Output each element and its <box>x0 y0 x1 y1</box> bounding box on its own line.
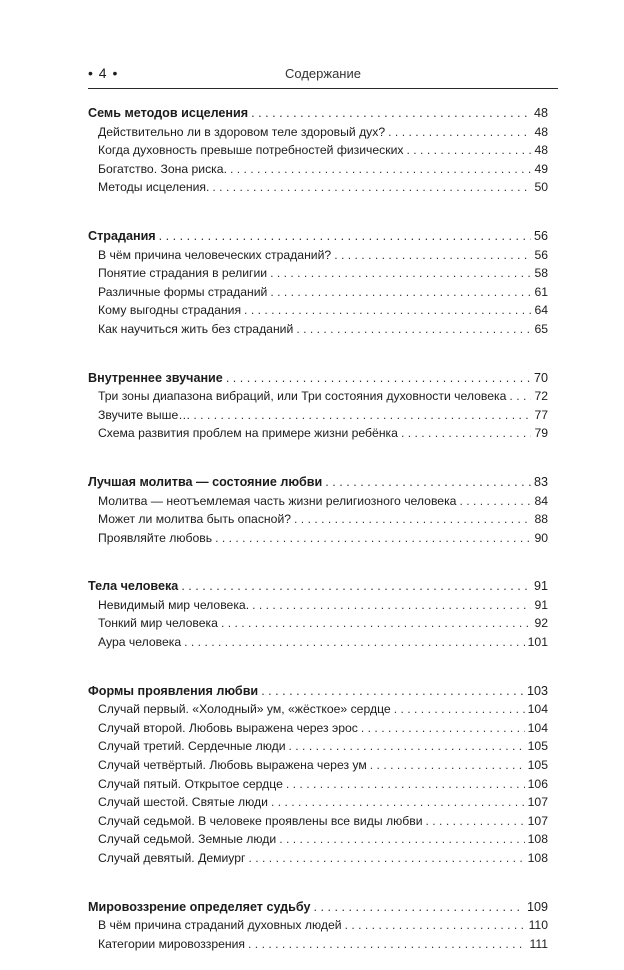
toc-section <box>88 682 548 868</box>
dot-leader <box>215 529 531 548</box>
dot-leader <box>401 424 532 443</box>
entry-title: Невидимый мир человека. <box>98 597 250 612</box>
page-ref: 48 <box>534 124 548 139</box>
page-ref: 49 <box>534 161 548 176</box>
entry-title: Как научиться жить без страданий <box>98 321 294 336</box>
page-ref: 65 <box>534 321 548 336</box>
entry-title: Случай шестой. Святые люди <box>98 795 268 810</box>
dot-leader <box>314 898 524 917</box>
section-title: Лучшая молитва — состояние любви <box>88 474 323 489</box>
dot-leader <box>296 320 531 339</box>
entry-title: Три зоны диапазона вибраций, или Три состояния духовности человека <box>98 389 507 404</box>
entry-title: Звучите выше… <box>98 407 191 422</box>
page-ref: 108 <box>527 832 548 847</box>
toc-subentry <box>88 700 548 719</box>
dot-leader <box>212 178 531 197</box>
table-of-contents <box>88 104 548 953</box>
dot-leader <box>221 614 532 633</box>
dot-leader <box>248 935 526 954</box>
toc-section <box>88 227 548 339</box>
dot-leader <box>248 849 524 868</box>
toc-subentry <box>88 246 548 265</box>
entry-title: Кому выгодны страдания <box>98 303 242 318</box>
dot-leader <box>279 830 524 849</box>
entry-title: Молитва — неотъемлемая часть жизни религиозного человека <box>98 493 457 508</box>
entry-title: Случай седьмой. В человеке проявлены все виды любви <box>98 813 423 828</box>
toc-subentry <box>88 812 548 831</box>
page-ref: 61 <box>534 284 548 299</box>
entry-title: Различные формы страданий <box>98 284 268 299</box>
page-ref: 92 <box>534 616 548 631</box>
dot-leader <box>159 227 531 246</box>
section-title: Мировоззрение определяет судьбу <box>88 899 311 914</box>
entry-title: Случай третий. Сердечные люди <box>98 739 286 754</box>
dot-leader <box>286 775 525 794</box>
toc-subentry <box>88 529 548 548</box>
dot-leader <box>226 369 531 388</box>
page-ref: 111 <box>529 936 548 951</box>
dot-leader <box>270 264 531 283</box>
toc-subentry <box>88 387 548 406</box>
toc-subentry <box>88 178 548 197</box>
entry-title: Аура человека <box>98 635 182 650</box>
toc-subentry <box>88 123 548 142</box>
dot-leader <box>459 492 531 511</box>
toc-subentry <box>88 492 548 511</box>
page-number: • 4 • <box>88 65 119 81</box>
dot-leader <box>289 737 525 756</box>
entry-title: Тонкий мир человека <box>98 616 218 631</box>
dot-leader <box>184 633 525 652</box>
page-ref: 109 <box>526 899 548 914</box>
toc-subentry <box>88 424 548 443</box>
entry-title: Случай седьмой. Земные люди <box>98 832 277 847</box>
toc-subentry <box>88 719 548 738</box>
dot-leader <box>325 473 531 492</box>
entry-title: Понятие страдания в религии <box>98 266 268 281</box>
dot-leader <box>244 301 531 320</box>
page-ref: 106 <box>527 776 548 791</box>
page-ref: 77 <box>534 407 548 422</box>
page-ref: 58 <box>534 266 548 281</box>
entry-title: В чём причина человеческих страданий? <box>98 247 332 262</box>
entry-title: Богатство. Зона риска. <box>98 161 227 176</box>
page-ref: 70 <box>533 370 548 385</box>
page-ref: 88 <box>534 512 548 527</box>
section-title: Страдания <box>88 228 156 243</box>
dot-leader <box>509 387 531 406</box>
dot-leader <box>294 510 531 529</box>
toc-subentry <box>88 510 548 529</box>
toc-subentry <box>88 406 548 425</box>
entry-title: Случай девятый. Демиург <box>98 851 246 865</box>
page-ref: 107 <box>527 813 548 828</box>
page-ref: 72 <box>534 389 548 404</box>
toc-section-entry <box>88 473 548 492</box>
entry-title: Схема развития проблем на примере жизни ребёнка <box>98 426 398 441</box>
page-ref: 56 <box>533 228 548 243</box>
section-title: Формы проявления любви <box>88 683 259 698</box>
dot-leader <box>270 283 531 302</box>
toc-subentry <box>88 793 548 812</box>
page-ref: 108 <box>527 851 548 865</box>
toc-section <box>88 369 548 443</box>
toc-subentry <box>88 283 548 302</box>
toc-subentry <box>88 935 548 954</box>
toc-section <box>88 577 548 651</box>
page-ref: 84 <box>534 493 548 508</box>
dot-leader <box>252 596 531 615</box>
page-ref: 56 <box>534 247 548 262</box>
page-header <box>88 64 558 89</box>
dot-leader <box>388 123 531 142</box>
page-ref: 110 <box>528 918 548 933</box>
toc-subentry <box>88 141 548 160</box>
page-ref: 101 <box>527 635 548 650</box>
dot-leader <box>261 682 524 701</box>
running-title: Содержание <box>285 66 361 81</box>
page-ref: 91 <box>533 579 548 594</box>
dot-leader <box>193 406 531 425</box>
dot-leader <box>361 719 525 738</box>
page-ref: 105 <box>527 739 548 754</box>
toc-subentry <box>88 775 548 794</box>
dot-leader <box>407 141 532 160</box>
toc-subentry <box>88 160 548 179</box>
page-ref: 104 <box>527 720 548 735</box>
dot-leader <box>345 916 526 935</box>
toc-subentry <box>88 830 548 849</box>
page-ref: 48 <box>533 106 548 120</box>
entry-title: Случай первый. «Холодный» ум, «жёсткое» сердце <box>98 702 391 717</box>
dot-leader <box>230 160 531 179</box>
page-ref: 103 <box>526 683 548 698</box>
toc-section <box>88 104 548 197</box>
section-title: Тела человека <box>88 579 179 594</box>
page-ref: 83 <box>533 474 548 489</box>
dot-leader <box>394 700 525 719</box>
page-ref: 104 <box>527 702 548 717</box>
entry-title: Случай пятый. Открытое сердце <box>98 776 283 791</box>
entry-title: Методы исцеления. <box>98 180 210 195</box>
page-ref: 79 <box>534 426 548 441</box>
toc-section <box>88 473 548 547</box>
section-title: Внутреннее звучание <box>88 370 223 385</box>
toc-subentry <box>88 264 548 283</box>
toc-subentry <box>88 596 548 615</box>
entry-title: Случай четвёртый. Любовь выражена через ум <box>98 758 367 773</box>
entry-title: Действительно ли в здоровом теле здоровый дух? <box>98 124 386 139</box>
dot-leader <box>251 104 531 123</box>
toc-subentry <box>88 633 548 652</box>
toc-subentry <box>88 320 548 339</box>
toc-subentry <box>88 849 548 868</box>
page-ref: 90 <box>534 530 548 545</box>
dot-leader <box>181 577 531 596</box>
page-ref: 105 <box>527 758 548 773</box>
dot-leader <box>370 756 525 775</box>
toc-subentry <box>88 301 548 320</box>
toc-section-entry <box>88 898 548 917</box>
dot-leader <box>334 246 531 265</box>
toc-section-entry <box>88 369 548 388</box>
entry-title: Может ли молитва быть опасной? <box>98 512 292 527</box>
dot-leader <box>426 812 525 831</box>
toc-section-entry <box>88 227 548 246</box>
toc-section-entry <box>88 682 548 701</box>
page-ref: 48 <box>534 143 548 158</box>
toc-subentry <box>88 737 548 756</box>
entry-title: Случай второй. Любовь выражена через эрос <box>98 720 358 735</box>
toc-subentry <box>88 916 548 935</box>
toc-section-entry <box>88 104 548 123</box>
entry-title: Проявляйте любовь <box>98 530 213 545</box>
toc-subentry <box>88 614 548 633</box>
entry-title: Категории мировоззрения <box>98 936 246 951</box>
page-ref: 91 <box>534 597 548 612</box>
toc-subentry <box>88 756 548 775</box>
section-title: Семь методов исцеления <box>88 106 249 120</box>
toc-section <box>88 898 548 954</box>
page-ref: 50 <box>534 180 548 195</box>
dot-leader <box>271 793 525 812</box>
toc-section-entry <box>88 577 548 596</box>
entry-title: В чём причина страданий духовных людей <box>98 918 342 933</box>
page-ref: 64 <box>534 303 548 318</box>
entry-title: Когда духовность превыше потребностей физических <box>98 143 404 158</box>
page-ref: 107 <box>527 795 548 810</box>
